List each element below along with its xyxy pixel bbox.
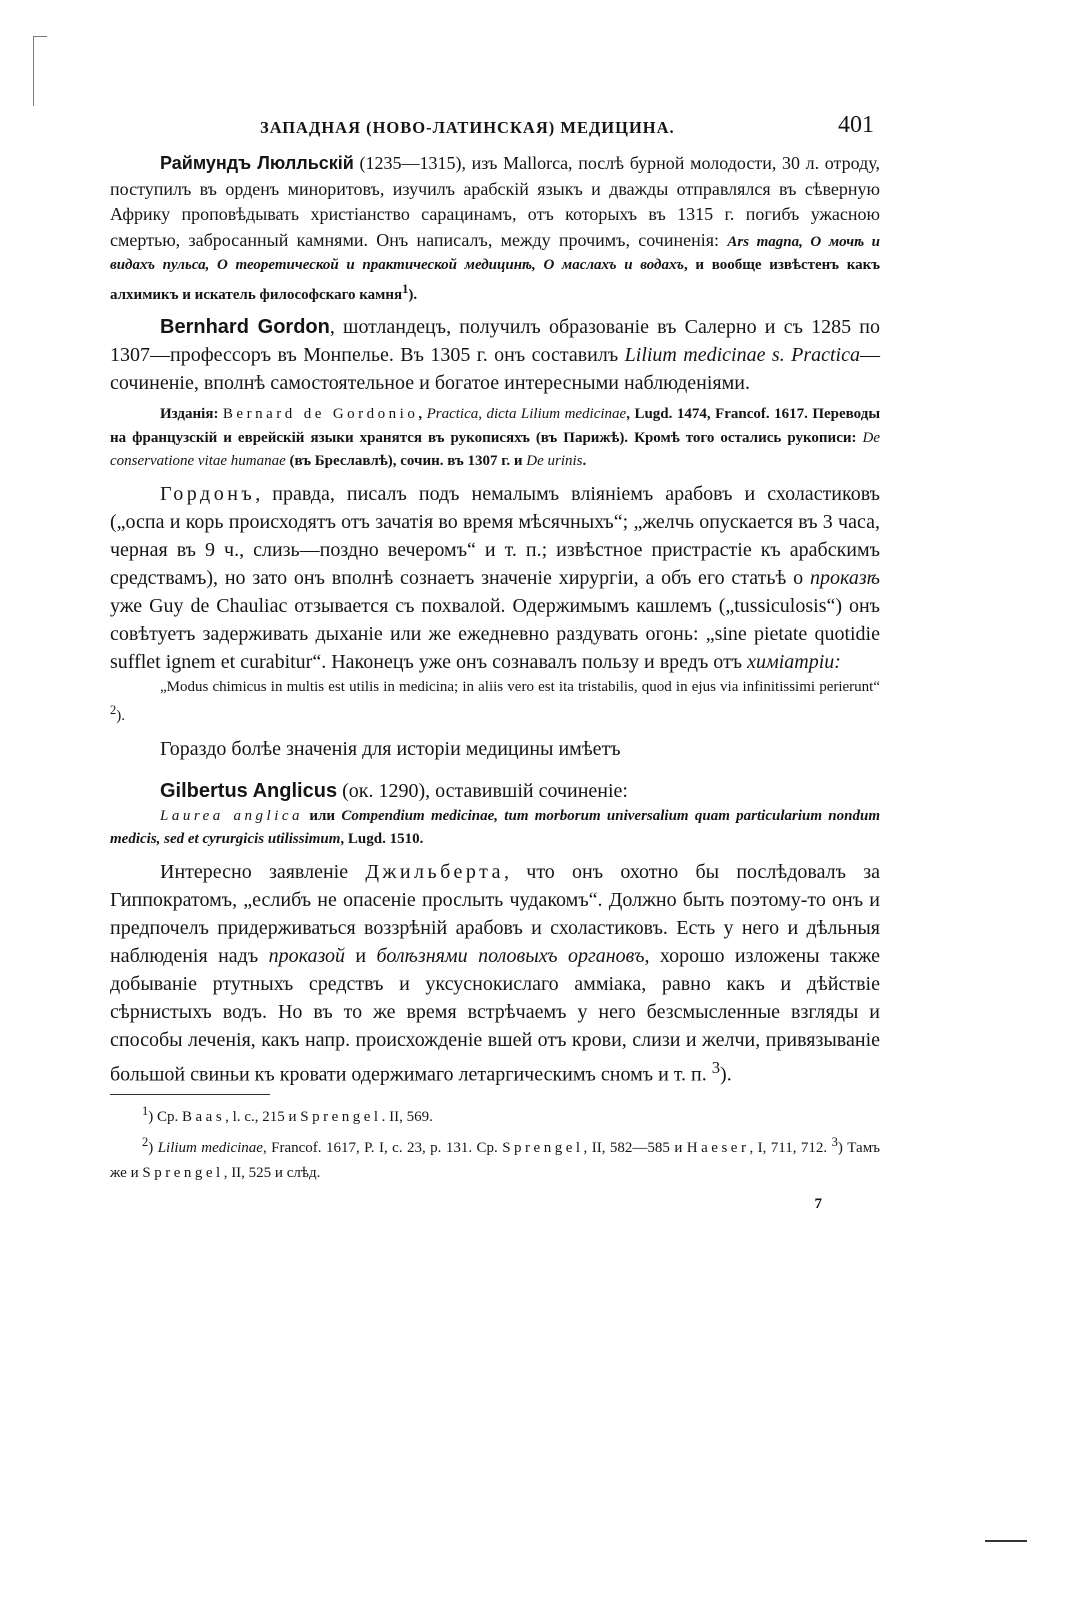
paragraph-editions bbox=[110, 403, 880, 474]
paragraph-gilbert-views bbox=[110, 858, 880, 1089]
person-name-lull: Раймундъ Люлльскій bbox=[160, 153, 354, 173]
footnote-1 bbox=[110, 1099, 880, 1130]
editions-work-3: De urinis bbox=[526, 453, 583, 469]
gordon-text-1: , шотландецъ, получилъ образованіе въ Салерно и съ 1285 по 1307—профессоръ въ Монпелье. Въ 1305 г. онъ составилъ bbox=[110, 316, 880, 366]
footnote-1-text-e: . II, 569. bbox=[381, 1109, 433, 1126]
footnote-2-work: Lilium medicinae bbox=[157, 1140, 263, 1157]
gilbert2-text-1: Интересно заявленіе bbox=[160, 860, 366, 883]
running-head: ЗАПАДНАЯ (НОВО-ЛАТИНСКАЯ) МЕДИЦИНА. bbox=[260, 118, 675, 137]
latin-quote bbox=[110, 676, 880, 729]
editions-text-3: (въ Бреславлѣ), сочин. въ 1307 г. и bbox=[285, 453, 527, 469]
gilbert2-word-diseases: болѣзнями половыхъ органовъ bbox=[376, 944, 645, 967]
gordon-work-title: Lilium medicinae s. Practica bbox=[624, 344, 860, 366]
gilbert2-text-3: и bbox=[345, 944, 377, 967]
gordon2-word-chemiatry: химіатріи: bbox=[747, 650, 841, 673]
crop-mark-top-left-horizontal bbox=[33, 36, 47, 37]
footnote-ref-3: 3 bbox=[711, 1057, 721, 1077]
lull-works: Ars magna, О мочѣ и видахъ пульса, О теоретической и практической медицинѣ, О маслахъ и водахъ bbox=[110, 233, 880, 273]
paragraph-transition: Гораздо болѣе значенія для исторіи медицины имѣетъ bbox=[160, 737, 621, 760]
person-name-gordon-spaced: Гордонъ bbox=[160, 482, 256, 505]
footnote-3-text-c: , II, 525 и слѣд. bbox=[223, 1165, 321, 1182]
gordon2-text-1: , правда, писалъ подъ немалымъ вліяніемъ арабовъ и схоластиковъ („оспа и корь происходятъ отъ зачатія во время мѣсячныхъ“; „желчь опускается въ 3 часа, черная въ 9 ч., слизь—поздно вечеромъ“ и т. п.; извѣстное пристрастіе къ арабскимъ средствамъ), но зато онъ вполнѣ сознаетъ значеніе хирургіи, а объ его статьѣ о bbox=[110, 482, 880, 589]
footnote-1-author-sprengel: Sprengel bbox=[300, 1109, 382, 1126]
lull-tail-text: , и вообще извѣстенъ какъ алхимикъ и искатель философскаго камня bbox=[110, 257, 881, 303]
editions-text-4: . bbox=[582, 453, 587, 469]
lull-intro-text: (1235—1315), изъ Mallorca, послѣ бурной молодости, 30 л. отроду, поступилъ въ орденъ миноритовъ, изучилъ арабскій языкъ и дважды отправлялся въ сѣверную Африку проповѣдывать христіанство сарацинамъ, отъ которыхъ въ 1315 г. погибъ ужасною смертью, забросанный камнями. Онъ написалъ, между прочимъ, сочиненія: bbox=[110, 153, 880, 250]
crop-mark-top-left-vertical bbox=[33, 36, 34, 106]
laurea-text-1: или bbox=[303, 807, 342, 824]
footnote-2-text-a: ) bbox=[148, 1140, 158, 1157]
gilbert2-text-2: , что онъ охотно бы послѣдовалъ за Гиппократомъ, „еслибъ не опасеніе прослыть чудакомъ“. Должно быть поэтому-то онъ и предпочелъ придерживаться воззрѣній арабовъ и схоластиковъ. Есть у него и дѣльныя наблюденія надъ bbox=[110, 860, 880, 967]
laurea-compendium-title: Compendium medicinae, tum morborum universalium quam particularium nondum medicis, sed et cyrurgicis utilissimum bbox=[110, 807, 880, 847]
footnote-2-text-f: , I, 711, 712. bbox=[749, 1140, 832, 1157]
gordon-text-2: —сочиненіе, вполнѣ самостоятельное и богатое интересными наблюденіями. bbox=[110, 344, 880, 394]
footnote-3-text-a: ) Тамъ же и bbox=[110, 1140, 880, 1182]
paragraph-gilbertus bbox=[110, 777, 880, 805]
laurea-title: Laurea anglica bbox=[160, 807, 304, 824]
gilbert2-word-leprosy: проказой bbox=[268, 944, 345, 967]
editions-label: Изданія: bbox=[160, 406, 219, 422]
person-name-gordon: Bernhard Gordon bbox=[160, 316, 330, 338]
laurea-text-2: , Lugd. 1510. bbox=[340, 831, 424, 847]
paragraph-gordon bbox=[110, 313, 880, 397]
gilbertus-text: (ок. 1290), оставившій сочиненіе: bbox=[337, 779, 628, 802]
footnote-2-author-haeser: Haeser bbox=[686, 1140, 750, 1157]
gilbert2-text-4: , хорошо изложены также добываніе ртутныхъ средствъ и уксуснокислаго амміака, равно какъ и дѣйствіе сѣрнистыхъ водъ. Но въ то же время встрѣчаемъ у него безсмысленные взгляды и способы леченія, какъ напр. происхожденіе вшей отъ крови, слизи и желчи, привязываніе большой свиньи къ кровати одержимаго летаргическимъ сномъ и т. п. bbox=[110, 944, 880, 1086]
footnote-1-text-c: , l. с., 215 и bbox=[225, 1109, 301, 1126]
footnote-1-mark: 1 bbox=[142, 1104, 149, 1119]
footnote-ref-2: 2 bbox=[110, 703, 117, 717]
footnote-divider bbox=[110, 1094, 270, 1095]
footnote-1-text-a: ) Ср. bbox=[148, 1109, 182, 1126]
person-name-gilbertus: Gilbertus Anglicus bbox=[160, 779, 338, 802]
page-body bbox=[110, 112, 880, 1213]
footnote-ref-1: 1 bbox=[402, 281, 409, 296]
footnote-2-text-b: , Francof. 1617, P. I, c. 23, p. 131. Ср. bbox=[262, 1140, 503, 1157]
page-header bbox=[110, 112, 880, 152]
footnote-3-mark: 3 bbox=[831, 1135, 838, 1150]
editions-work-1: Practica, dicta Lilium medicinae bbox=[426, 406, 627, 422]
gordon2-text-2: уже Guy de Chauliac отзывается съ похвалой. Одержимымъ кашлемъ („tussiculosis“) онъ совѣтуетъ задерживать дыханіе или же ежедневно раздувать огонь: „sine pietate quotidie sufflet ignem et curabitur“. Наконецъ уже онъ сознавалъ пользу и вредъ отъ bbox=[110, 594, 880, 673]
lull-end: ). bbox=[408, 286, 418, 303]
editions-work-2: De conservatione vitae humanae bbox=[110, 429, 880, 469]
paragraph-lull bbox=[110, 152, 880, 307]
signature-mark: 7 bbox=[814, 1196, 822, 1213]
quote-end: ). bbox=[116, 708, 125, 724]
page-number: 401 bbox=[838, 112, 874, 138]
crop-mark-bottom-right bbox=[985, 1540, 1027, 1542]
gilbert2-end: ). bbox=[720, 1063, 732, 1086]
footnote-2-author-sprengel: Sprengel bbox=[502, 1140, 584, 1157]
person-name-gilbert-spaced: Джильберта bbox=[365, 860, 505, 883]
paragraph-gordon-influence bbox=[110, 480, 880, 676]
gordon2-word-leprosy: проказѣ bbox=[810, 566, 880, 589]
footnote-1-author-baas: Baas bbox=[182, 1109, 226, 1126]
editions-text-1: , bbox=[418, 406, 427, 422]
editions-text-2: , Lugd. 1474, Francof. 1617. Переводы на французскій и еврейскій языки хранятся въ рукописяхъ (въ Парижѣ). Кромѣ того остались рукописи: bbox=[110, 406, 881, 446]
quote-text: „Modus chimicus in multis est utilis in medicina; in aliis vero est ita tristabilis, quod in ejus via infinitissimi perierunt“ bbox=[160, 678, 880, 695]
footnote-2-3 bbox=[110, 1130, 880, 1186]
footnote-2-text-d: , II, 582—585 и bbox=[583, 1140, 687, 1157]
footnote-2-mark: 2 bbox=[142, 1135, 149, 1150]
editions-author: Bernard de Gordonio bbox=[222, 406, 419, 422]
paragraph-laurea bbox=[110, 805, 880, 852]
footnote-3-author-sprengel: Sprengel bbox=[142, 1165, 224, 1182]
